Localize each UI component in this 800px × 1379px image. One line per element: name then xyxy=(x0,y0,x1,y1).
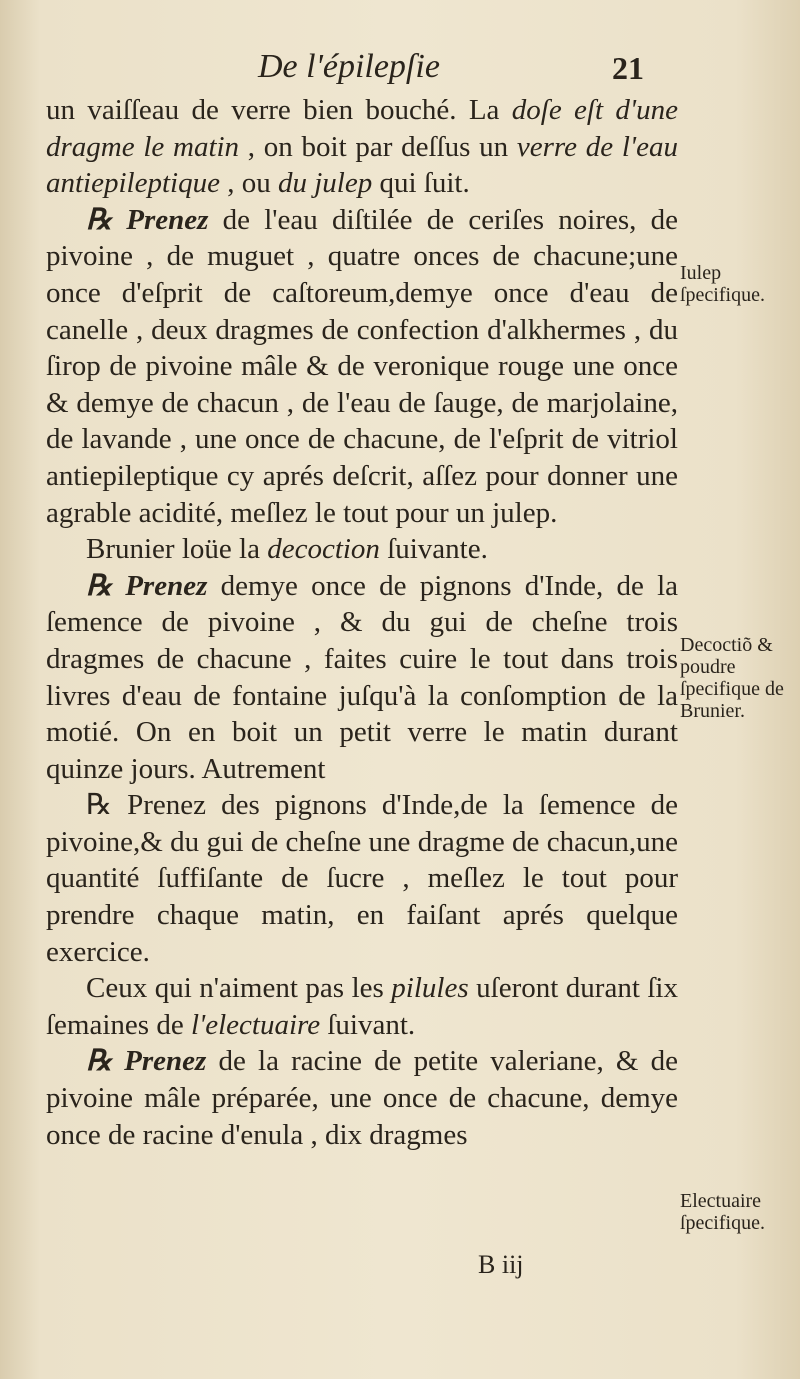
paragraph xyxy=(46,531,678,568)
paragraph-text: de la racine de petite valeriane, & de pivoine mâle préparée, une once de chacune, demye once de racine d'enula , dix dragmes xyxy=(46,1045,678,1151)
paragraph-text: Ceux qui n'aiment pas les xyxy=(86,972,392,1005)
body-text xyxy=(46,92,678,1153)
signature-mark: B iij xyxy=(478,1250,524,1279)
paragraph xyxy=(46,1043,678,1153)
prescription-mark: ℞ Prenez xyxy=(86,569,208,602)
margin-note-decoction: Decoctiõ & poudre ſpecifique de Brunier. xyxy=(680,634,784,722)
paragraph-text: , on boit par deſſus un xyxy=(239,130,517,163)
paragraph xyxy=(46,92,678,202)
italic-text: decoction xyxy=(267,533,380,566)
margin-note-electuaire: Electuaire ſpecifique. xyxy=(680,1190,765,1234)
margin-note-julep: Iulep ſpecifique. xyxy=(680,262,765,306)
paragraph-text: ℞ Prenez des pignons d'Inde,de la ſemence de pivoine,& du gui de cheſne une dragme de chacun,une quantité ſuffiſante de ſucre , meſlez le tout pour prendre chaque matin, en faiſant aprés quelque exercice. xyxy=(46,789,678,968)
paragraph-text: Brunier loüe la xyxy=(86,533,268,566)
paragraph-text: uſeront durant ſix ſemaines de xyxy=(46,972,678,1041)
paragraph xyxy=(46,202,678,531)
italic-text: l'electuaire xyxy=(190,1008,321,1041)
paragraph-text: ſuivante. xyxy=(379,533,488,566)
page-header xyxy=(0,48,800,92)
paragraph xyxy=(46,568,678,788)
paragraph-text: qui ſuit. xyxy=(372,167,470,200)
prescription-mark: ℞ Prenez xyxy=(86,1045,207,1078)
paragraph-text: demye once de pignons d'Inde, de la ſemence de pivoine , & du gui de cheſne trois dragmes de chacune , faites cuire le tout dans trois livres d'eau de fontaine juſqu'à la conſomption de la motié. On en boit un petit verre le matin durant quinze jours. Autrement xyxy=(46,569,679,785)
running-title: De l'épilepſie xyxy=(258,48,440,85)
page-number: 21 xyxy=(612,50,644,86)
paragraph-text: ſuivant. xyxy=(320,1008,416,1041)
italic-text: du julep xyxy=(277,167,373,200)
italic-text: doſe eſt d'une dragme le matin xyxy=(46,94,678,163)
paragraph xyxy=(46,787,678,970)
paragraph xyxy=(46,970,678,1043)
italic-text: pilules xyxy=(391,972,469,1005)
paragraph-text: de l'eau diſtilée de ceriſes noires, de pivoine , de muguet , quatre onces de chacune;une once d'eſprit de caſtoreum,demye once d'eau de canelle , deux dragmes de confection d'alkhermes , du ſirop de pivoine mâle & de veronique rouge une once & demye de chacun , de l'eau de ſauge, de marjolaine, de lavande , une once de chacune, de l'eſprit de vitriol antiepileptique cy aprés deſcrit, aſſez pour donner une agrable acidité, meſlez le tout pour un julep. xyxy=(46,203,678,529)
prescription-mark: ℞ Prenez xyxy=(86,203,209,236)
italic-text: verre de l'eau antiepileptique xyxy=(46,130,678,200)
paragraph-text: , ou xyxy=(219,167,278,200)
paragraph-text: un vaiſſeau de verre bien bouché. La xyxy=(46,94,512,126)
